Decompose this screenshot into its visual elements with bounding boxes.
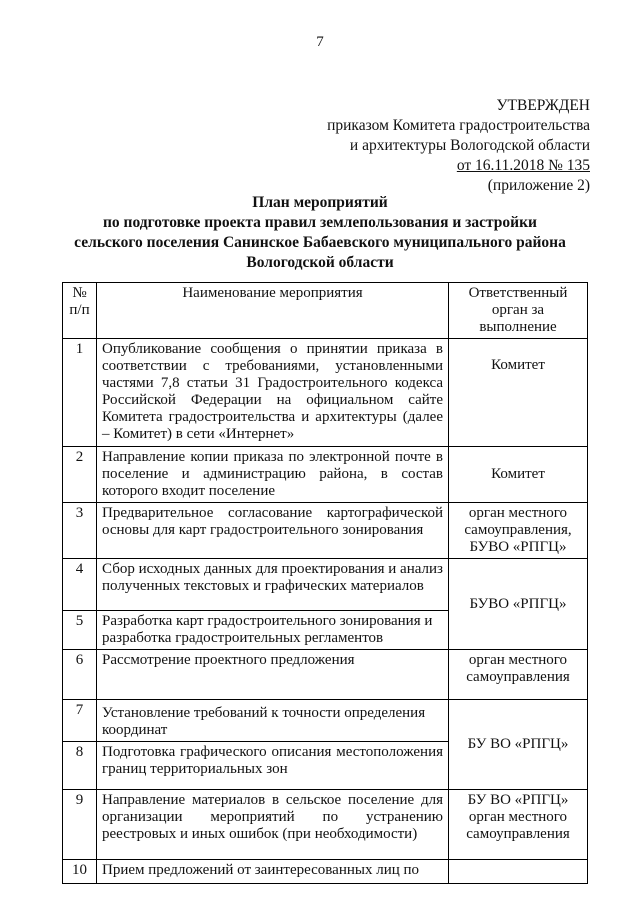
page-number: 7 bbox=[316, 34, 324, 50]
row-num: 8 bbox=[63, 742, 97, 790]
plan-title-line-1: План мероприятий bbox=[252, 194, 388, 211]
row-num: 1 bbox=[63, 339, 97, 447]
header-org: Ответственный орган за выполнение bbox=[449, 283, 588, 339]
plan-title bbox=[60, 193, 580, 273]
row-name: Установление требований к точности определения координат bbox=[97, 700, 449, 742]
row-name: Прием предложений от заинтересованных лиц по bbox=[97, 860, 449, 884]
plan-title-line-3: сельского поселения Санинское Бабаевского муниципального района bbox=[74, 234, 566, 251]
row-name: Сбор исходных данных для проектирования и анализ полученных текстовых и графических материалов bbox=[97, 559, 449, 611]
row-name: Предварительное согласование картографической основы для карт градостроительного зонирования bbox=[97, 503, 449, 559]
row-num: 2 bbox=[63, 447, 97, 503]
row-name: Разработка карт градостроительного зонирования и разработка градостроительных регламентов bbox=[97, 611, 449, 650]
table-row bbox=[63, 503, 588, 559]
table-row bbox=[63, 650, 588, 700]
row-num: 5 bbox=[63, 611, 97, 650]
row-org: Комитет bbox=[449, 447, 588, 503]
row-num: 6 bbox=[63, 650, 97, 700]
row-org: орган местного самоуправления, БУВО «РПГЦ» bbox=[449, 503, 588, 559]
table-row bbox=[63, 790, 588, 860]
table-row bbox=[63, 447, 588, 503]
table-row bbox=[63, 700, 588, 742]
header-name: Наименование мероприятия bbox=[97, 283, 449, 339]
row-name: Опубликование сообщения о принятии приказа в соответствии с требованиями, установленными частями 7,8 статьи 31 Градостроительного кодекса Российской Федерации на официальном сайте Комитета градостроительства и архитектуры (далее – Комитет) в сети «Интернет» bbox=[97, 339, 449, 447]
row-org: орган местного самоуправления bbox=[449, 650, 588, 700]
row-num: 4 bbox=[63, 559, 97, 611]
approval-line-1: приказом Комитета градостроительства bbox=[327, 117, 590, 134]
approval-order-number: от 16.11.2018 № 135 bbox=[456, 157, 590, 174]
table-row bbox=[63, 339, 588, 447]
approval-title: УТВЕРЖДЕН bbox=[496, 97, 590, 114]
header-num: № п/п bbox=[63, 283, 97, 339]
row-name: Направление материалов в сельское поселение для организации мероприятий по устранению реестровых и иных ошибок (при необходимости) bbox=[97, 790, 449, 860]
row-org bbox=[449, 860, 588, 884]
approval-line-2: и архитектуры Вологодской области bbox=[349, 137, 590, 154]
row-num: 3 bbox=[63, 503, 97, 559]
row-name: Направление копии приказа по электронной почте в поселение и администрацию района, в состав которого входит поселение bbox=[97, 447, 449, 503]
plan-title-line-2: по подготовке проекта правил землепользования и застройки bbox=[103, 214, 537, 231]
table-row bbox=[63, 860, 588, 884]
table-row bbox=[63, 559, 588, 611]
row-org: БУВО «РПГЦ» bbox=[449, 559, 588, 650]
row-num: 7 bbox=[63, 700, 97, 742]
row-num: 10 bbox=[63, 860, 97, 884]
approval-appendix: (приложение 2) bbox=[487, 177, 590, 194]
row-name: Подготовка графического описания местоположения границ территориальных зон bbox=[97, 742, 449, 790]
row-org: Комитет bbox=[449, 339, 588, 447]
row-num: 9 bbox=[63, 790, 97, 860]
plan-table bbox=[62, 282, 588, 884]
approval-block bbox=[327, 96, 590, 196]
row-org: БУ ВО «РПГЦ» орган местного самоуправления bbox=[449, 790, 588, 860]
table-header-row bbox=[63, 283, 588, 339]
row-org: БУ ВО «РПГЦ» bbox=[449, 700, 588, 790]
plan-title-line-4: Вологодской области bbox=[246, 254, 394, 271]
row-name: Рассмотрение проектного предложения bbox=[97, 650, 449, 700]
